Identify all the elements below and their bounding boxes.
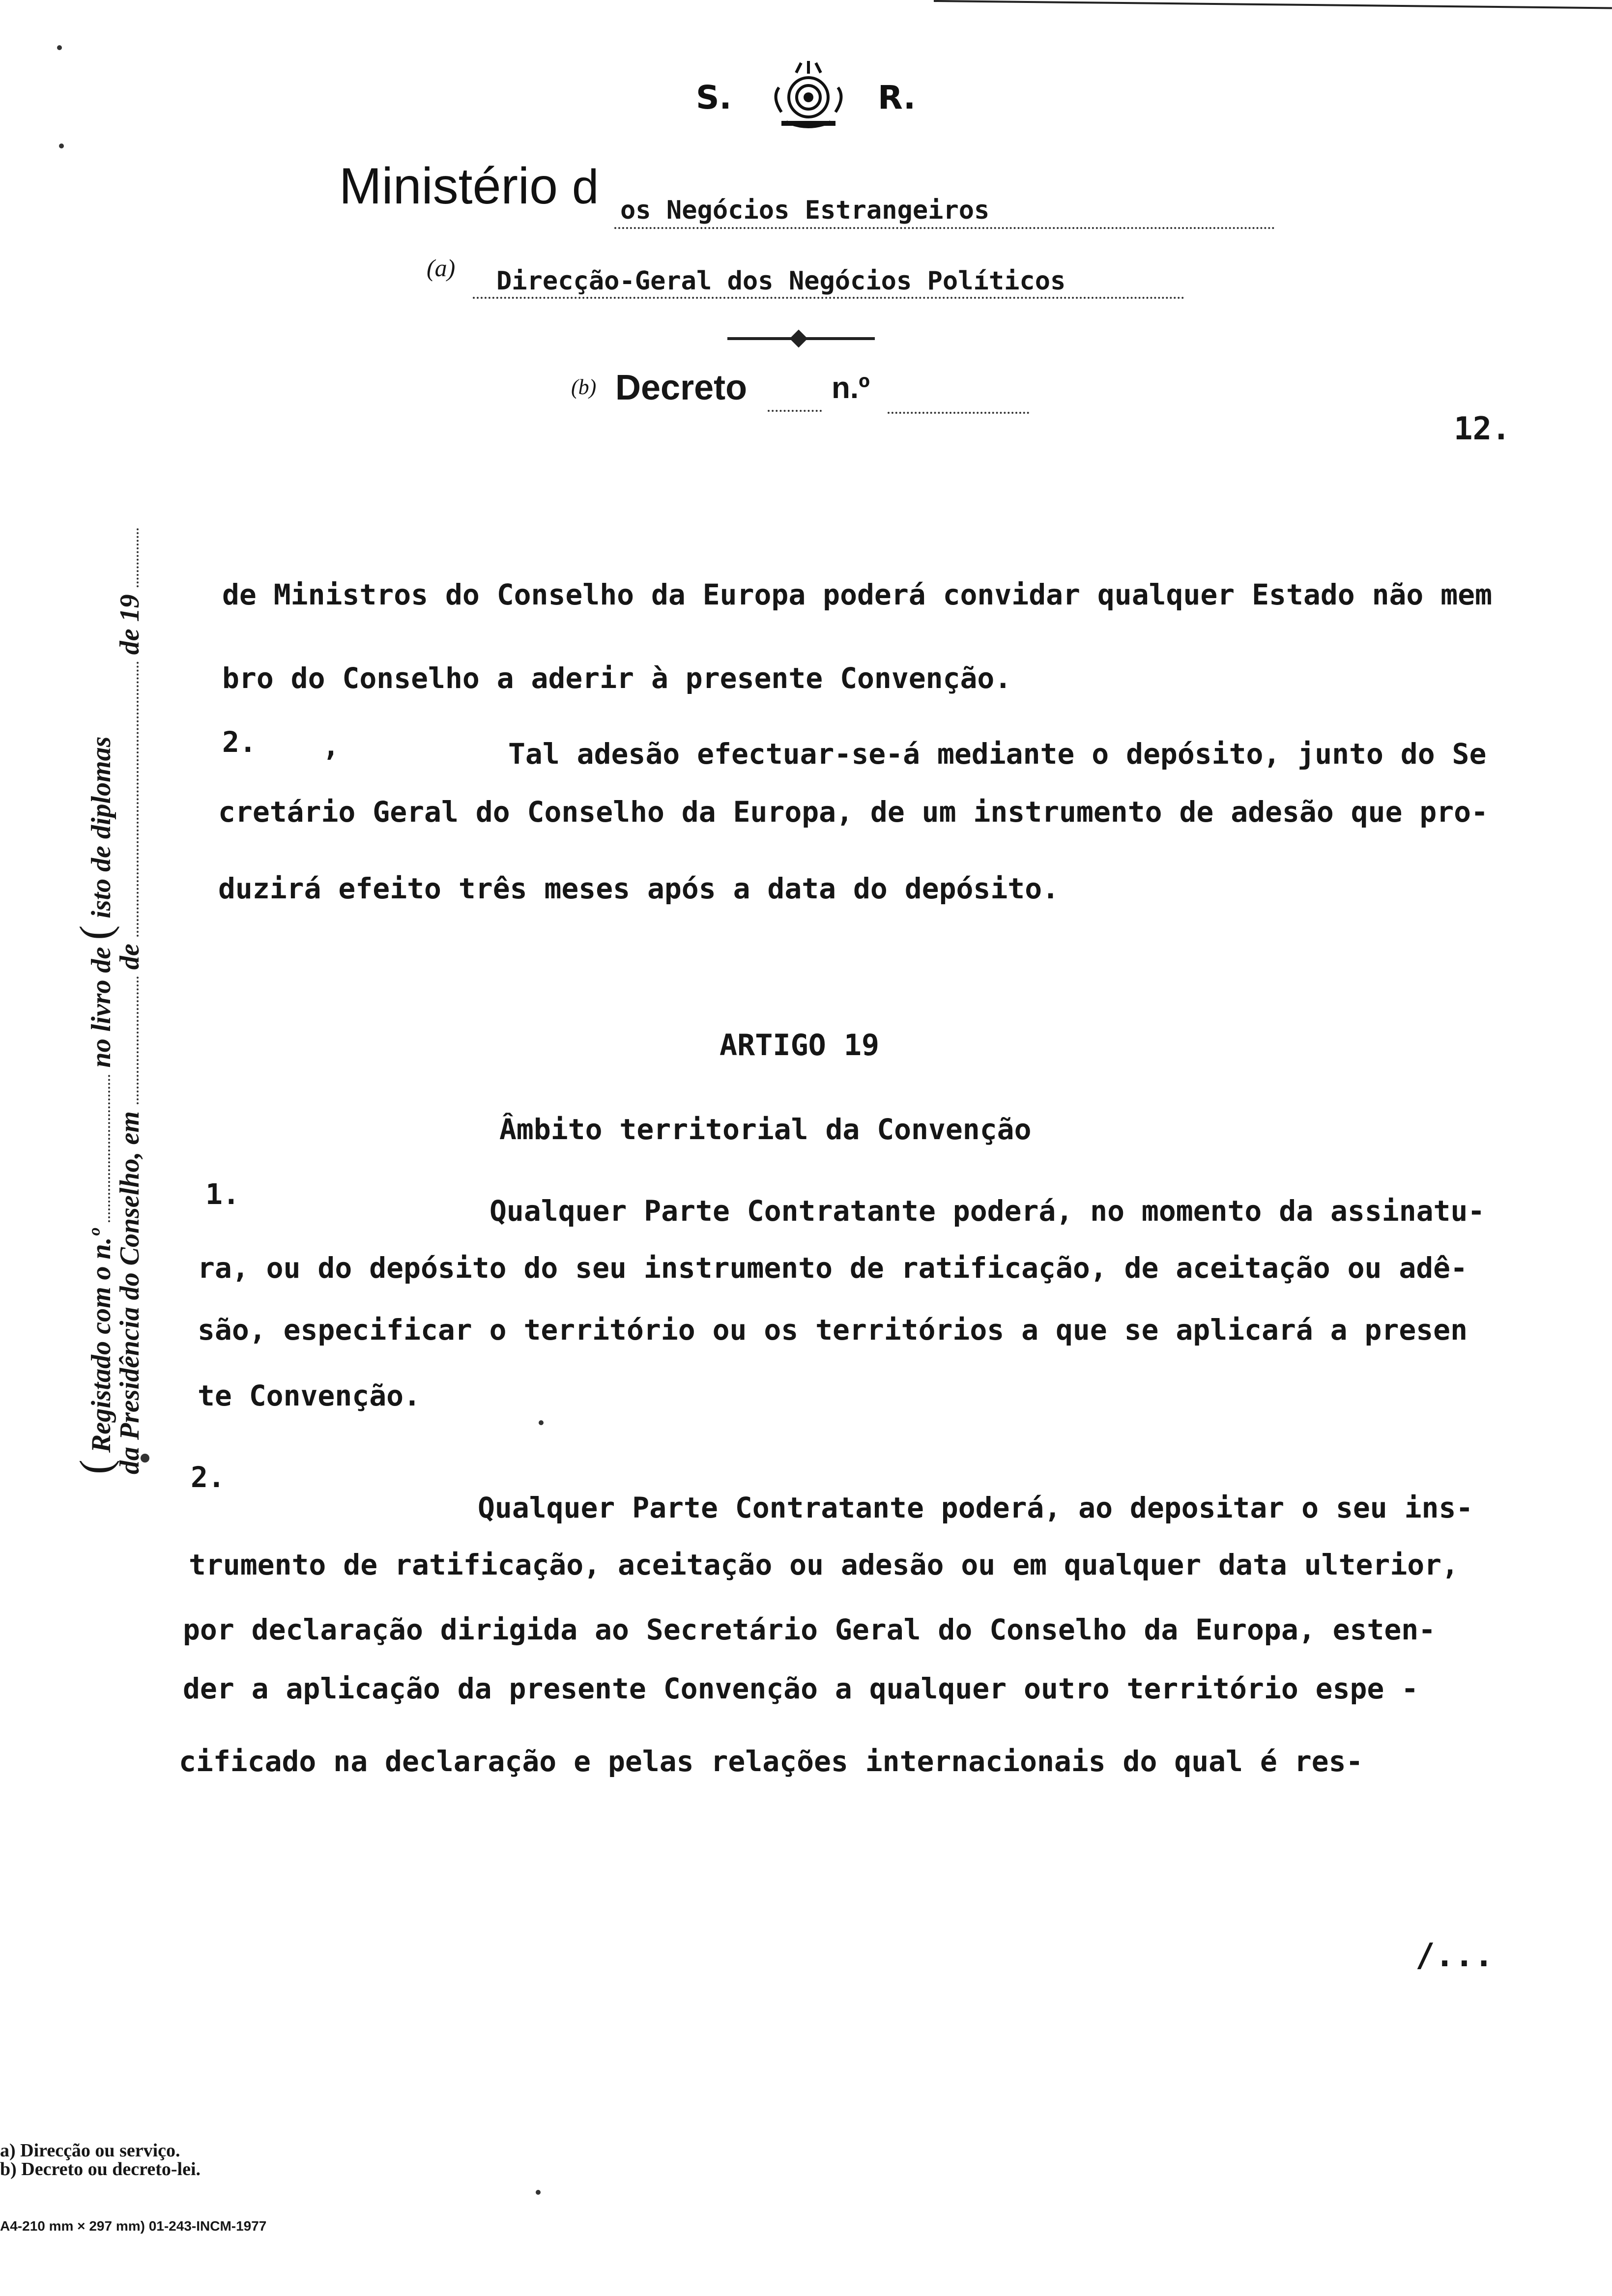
margin-note-line1-b: no livro de xyxy=(86,947,116,1068)
marker-b: (b) xyxy=(571,375,597,399)
speck xyxy=(536,2190,541,2195)
p0-line1: de Ministros do Conselho da Europa poderá convidar qualquer Estado não mem xyxy=(222,578,1493,611)
page-number: 12. xyxy=(1454,411,1511,447)
a2-line4: der a aplicação da presente Convenção a qualquer outro território espe - xyxy=(183,1672,1419,1705)
p1-line1: Tal adesão efectuar-se-á mediante o depósito, junto do Se xyxy=(508,737,1487,771)
a2-line1: Qualquer Parte Contratante poderá, ao depositar o seu ins- xyxy=(478,1491,1473,1524)
marker-a: (a) xyxy=(427,254,456,282)
registration-margin-note: ( Registado com o n.º no livro de ( isto de diplomas da Presidência do Conselho, em de de 19 xyxy=(74,528,158,1474)
margin-note-line1-a: Registado com o n.º xyxy=(86,1229,116,1453)
direction-filled-text: Direcção-Geral dos Negócios Políticos xyxy=(496,266,1066,296)
print-code: A4-210 mm × 297 mm) 01-243-INCM-1977 xyxy=(0,2218,267,2234)
numero-label: n.º xyxy=(832,371,870,405)
footnote-b: b) Decreto ou decreto-lei. xyxy=(0,2159,201,2180)
p0-line2: bro do Conselho a aderir à presente Convenção. xyxy=(222,661,1012,695)
ministry-title xyxy=(339,157,599,216)
speck xyxy=(539,1420,544,1425)
a1-line4: te Convenção. xyxy=(198,1379,421,1412)
decreto-fill-line xyxy=(768,410,822,412)
letter-r: R. xyxy=(878,79,916,116)
top-edge-line xyxy=(934,0,1612,9)
speck xyxy=(59,144,64,148)
ministry-prefix: Ministério xyxy=(339,158,558,215)
speck xyxy=(57,45,62,50)
continuation-mark: /... xyxy=(1415,1936,1494,1974)
article-heading: ARTIGO 19 xyxy=(720,1028,880,1062)
a2-line5: cificado na declaração e pelas relações internacionais do qual é res- xyxy=(179,1745,1363,1778)
ministry-fill-line xyxy=(614,227,1275,229)
divider-ornament xyxy=(790,330,808,348)
margin-note-line2-b: de xyxy=(115,944,145,970)
a2-line2: trumento de ratificação, aceitação ou adesão ou em qualquer data ulterior, xyxy=(189,1548,1459,1581)
footnote-a: a) Direcção ou serviço. xyxy=(0,2140,180,2161)
margin-note-line2-a: da Presidência do Conselho, em xyxy=(115,1111,145,1474)
p1-comma: , xyxy=(322,729,340,763)
ministry-d: d xyxy=(572,160,599,214)
ministry-filled-text: os Negócios Estrangeiros xyxy=(620,196,990,225)
coat-of-arms-seal-icon xyxy=(767,58,850,137)
p1-line3: duzirá efeito três meses após a data do depósito. xyxy=(218,872,1060,905)
a1-line2: ra, ou do depósito do seu instrumento de ratificação, de aceitação ou adê- xyxy=(198,1251,1468,1285)
a1-line3: são, especificar o território ou os territórios a que se aplicará a presen xyxy=(198,1313,1468,1347)
a1-line1: Qualquer Parte Contratante poderá, no momento da assinatu- xyxy=(489,1194,1485,1228)
numero-fill-line xyxy=(888,412,1029,414)
a1-number: 1. xyxy=(205,1177,240,1211)
direction-fill-line xyxy=(473,297,1184,299)
article-title: Âmbito territorial da Convenção xyxy=(499,1113,1032,1146)
a2-line3: por declaração dirigida ao Secretário Geral do Conselho da Europa, esten- xyxy=(183,1613,1436,1646)
margin-note-line2-c: de 19 xyxy=(115,594,145,655)
margin-note-line1-c: isto de diplomas xyxy=(86,736,116,918)
p1-number: 2. xyxy=(222,725,257,759)
p1-line2: cretário Geral do Conselho da Europa, de um instrumento de adesão que pro- xyxy=(218,795,1489,829)
letter-s: S. xyxy=(696,79,732,116)
a2-number: 2. xyxy=(191,1461,225,1494)
decreto-label: Decreto xyxy=(615,368,748,407)
